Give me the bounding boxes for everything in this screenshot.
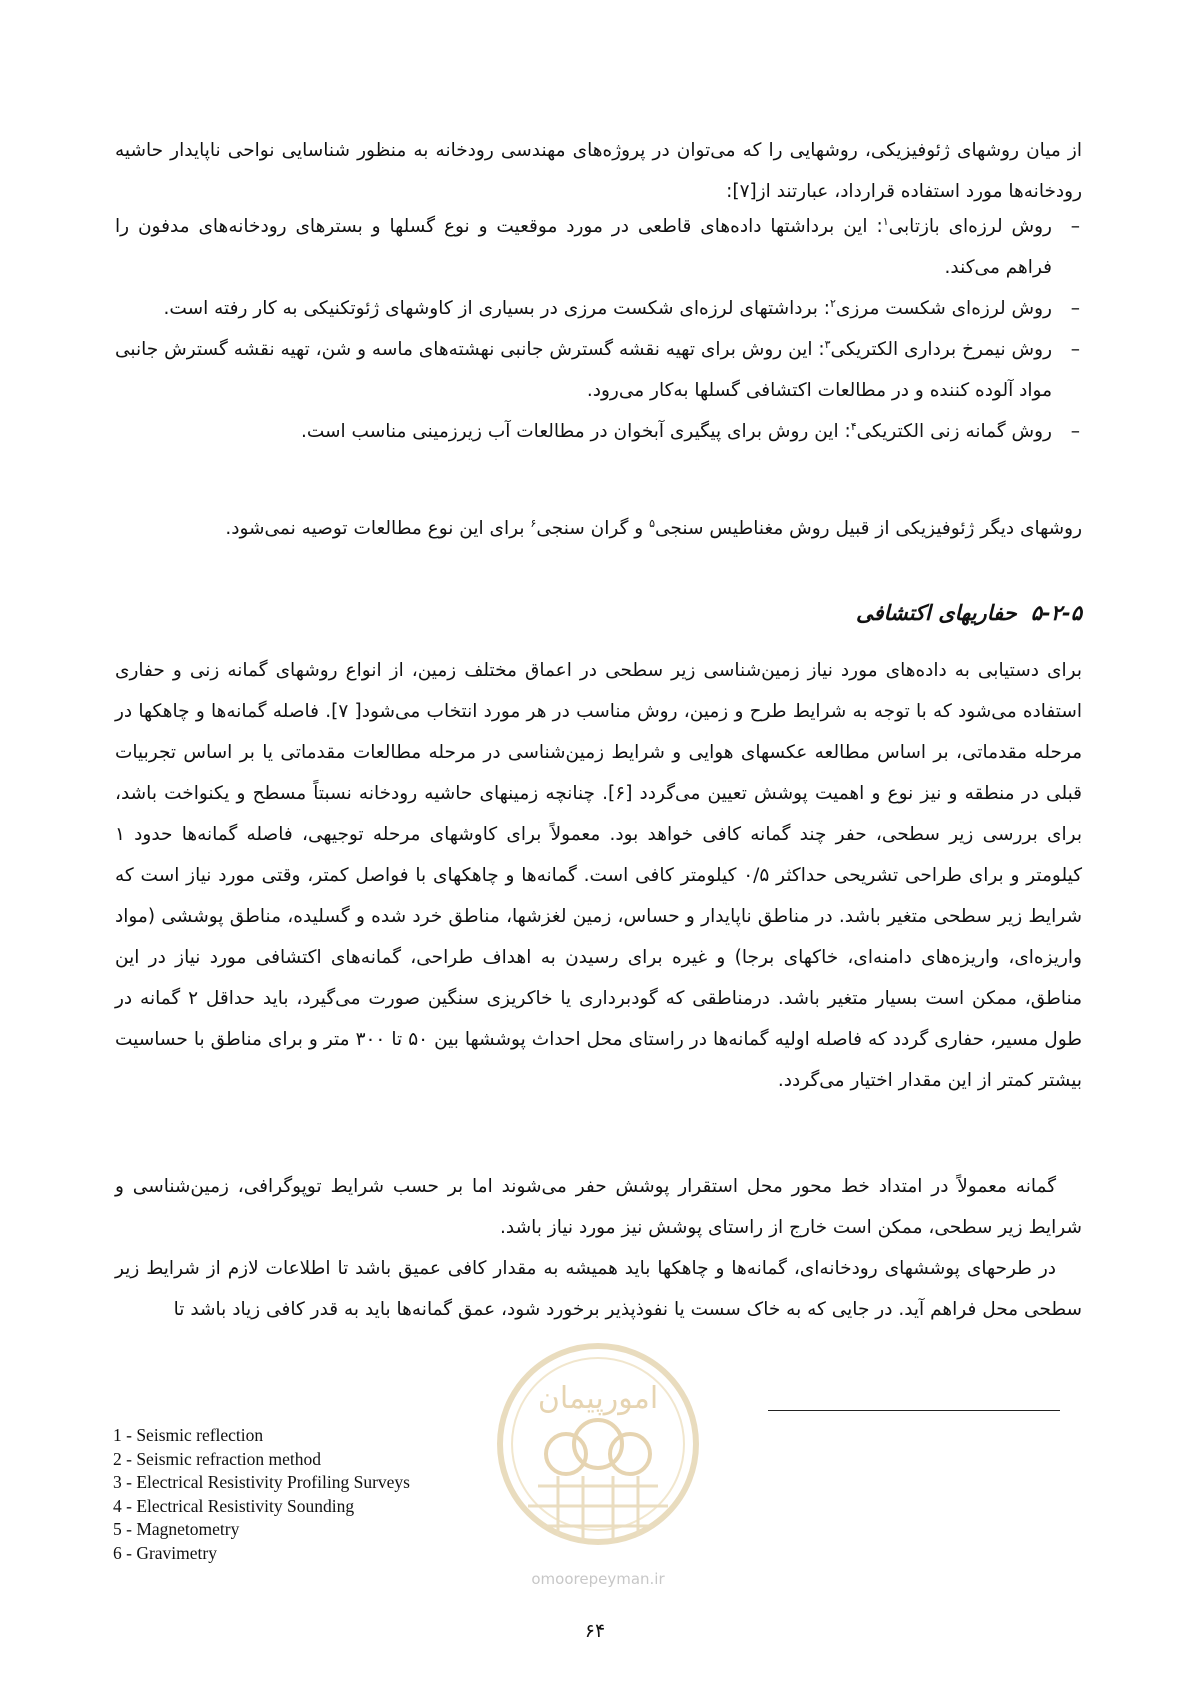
footnote: 1 - Seismic reflection <box>113 1425 264 1445</box>
method-description: : برداشتهای لرزه‌ای شکست مرزی در بسیاری از کاوشهای ژئوتکنیکی به کار رفته است. <box>163 298 830 319</box>
watermark-url: omoorepeyman.ir <box>531 1570 665 1588</box>
method-description: : این روش برای پیگیری آبخوان در مطالعات آب زیرزمینی مناسب است. <box>300 421 851 442</box>
footnote: 5 - Magnetometry <box>113 1519 240 1539</box>
footnotes <box>113 1424 410 1565</box>
method-description: : این برداشتها داده‌های قاطعی در مورد موقعیت و نوع گسلها و بسترهای رودخانه‌های مدفون را فراهم می‌کند. <box>115 216 1052 278</box>
method-name: روش گمانه زنی الکتریکی <box>856 421 1052 442</box>
list-item <box>115 206 1082 288</box>
watermark-logo-text: امورپیمان <box>537 1381 659 1416</box>
list-item <box>115 288 1082 329</box>
closing-paragraph: روشهای دیگر ژئوفیزیکی از قبیل روش مغناطیس سنجی$^۵$ و گران سنجی$^۶$ برای این نوع مطالعات توصیه نمی‌شود. <box>225 516 1082 539</box>
section-heading <box>856 598 1082 628</box>
footnote: 6 - Gravimetry <box>113 1542 217 1563</box>
footnote: 3 - Electrical Resistivity Profiling Surveys <box>113 1472 410 1492</box>
footnote-separator <box>768 1410 1060 1411</box>
bullet-dash: – <box>1070 216 1080 237</box>
footnote: 4 - Electrical Resistivity Sounding <box>113 1495 355 1516</box>
section-title: حفاریهای اکتشافی <box>856 601 1017 625</box>
intro-paragraph: از میان روشهای ژئوفیزیکی، روشهایی را که می‌توان در پروژه‌های مهندسی رودخانه به منظور شناسایی نواحی ناپایدار حاشیه رودخانه‌ها مورد استفاده قرارداد، عبارتند از[۷]: <box>115 140 1082 202</box>
footnote-ref: ۳ <box>824 337 831 351</box>
list-item <box>115 411 1082 452</box>
footnote-ref: ۶ <box>530 516 537 530</box>
method-description: : این روش برای تهیه نقشه گسترش جانبی نهشته‌های ماسه و شن، تهیه نقشه گسترش جانبی مواد آلوده کننده و در مطالعات اکتشافی گسلها به‌کار می‌رود. <box>115 339 1052 401</box>
footnote-ref: ۲ <box>829 296 836 310</box>
list-item <box>115 329 1082 411</box>
body-paragraph: گمانه معمولاً در امتداد خط محور محل استقرار پوشش حفر می‌شوند اما بر حسب شرایط توپوگرافی، زمین‌شناسی و شرایط زیر سطحی، ممکن است خارج از راستای پوشش نیز مورد نیاز باشد. <box>115 1176 1082 1238</box>
bullet-dash: – <box>1070 421 1080 442</box>
bullet-dash: – <box>1070 298 1080 319</box>
footnote: 2 - Seismic refraction method <box>113 1448 321 1469</box>
methods-list <box>115 206 1082 452</box>
footnote-ref: ۵ <box>649 516 656 530</box>
method-name: روش لرزه‌ای شکست مرزی <box>835 298 1052 319</box>
body-paragraph: برای دستیابی به داده‌های مورد نیاز زمین‌شناسی زیر سطحی در اعماق مختلف زمین، از انواع روشهای گمانه زنی و حفاری استفاده می‌شود که با توجه به شرایط طرح و زمین، روش مناسب در هر مورد انتخاب می‌شود[ ۷]. فاصله گمانه‌ها و چاهکها در مرحله مقدماتی، بر اساس مطالعه عکسهای هوایی و شرایط زمین‌شناسی در مرحله مطالعات مقدماتی یا بر اساس تجربیات قبلی در منطقه و نیز نوع و اهمیت پوشش تعیین می‌گردد [۶]. چنانچه زمینهای حاشیه رودخانه نسبتاً مسطح و یکنواخت باشد، برای بررسی زیر سطحی، حفر چند گمانه کافی خواهد بود. معمولاً برای کاوشهای مرحله توجیهی، فاصله گمانه‌ها حدود ۱ کیلومتر و برای طراحی تشریحی حداکثر ۰/۵ کیلومتر کافی است. گمانه‌ها و چاهکهای با فواصل کمتر، وقتی مورد نیاز است که شرایط زیر سطحی متغیر باشد. در مناطق ناپایدار و حساس، زمین لغزشها، مناطق خرد شده و گسلیده، مناطق پوششی (مواد واریزه‌ای، واریزه‌های دامنه‌ای، خاکهای برجا) و غیره برای رسیدن به اهداف طراحی، گمانه‌های اکتشافی مورد نیاز در این مناطق، ممکن است بسیار متغیر باشد. درمناطقی که گودبرداری یا خاکریزی سنگین صورت می‌گیرد، باید حداقل ۲ گمانه در طول مسیر، حفاری گردد که فاصله اولیه گمانه‌ها در راستای محل احداث پوششها بین ۵۰ تا ۳۰۰ متر و برای مناطق با حساسیت بیشتر کمتر از این مقدار اختیار می‌گردد. <box>115 660 1083 1091</box>
body-paragraph: در طرحهای پوششهای رودخانه‌ای، گمانه‌ها و چاهکها باید همیشه به مقدار کافی عمیق باشد تا اطلاعات لازم از شرایط زیر سطحی محل فراهم آید. در جایی که به خاک سست یا نفوذپذیر برخورد شود، عمق گمانه‌ها باید به قدر کافی زیاد باشد تا <box>115 1258 1082 1320</box>
watermark-logo <box>488 1336 708 1596</box>
page-number: ۶۴ <box>584 1620 606 1642</box>
method-name: روش لرزه‌ای بازتابی <box>888 216 1052 237</box>
method-name: روش نیمرخ برداری الکتریکی <box>830 339 1053 360</box>
footnote-ref: ۴ <box>850 419 857 433</box>
section-number: ۵-۲-۵ <box>1030 601 1082 625</box>
bullet-dash: – <box>1070 339 1080 360</box>
footnote-ref: ۱ <box>882 214 889 228</box>
